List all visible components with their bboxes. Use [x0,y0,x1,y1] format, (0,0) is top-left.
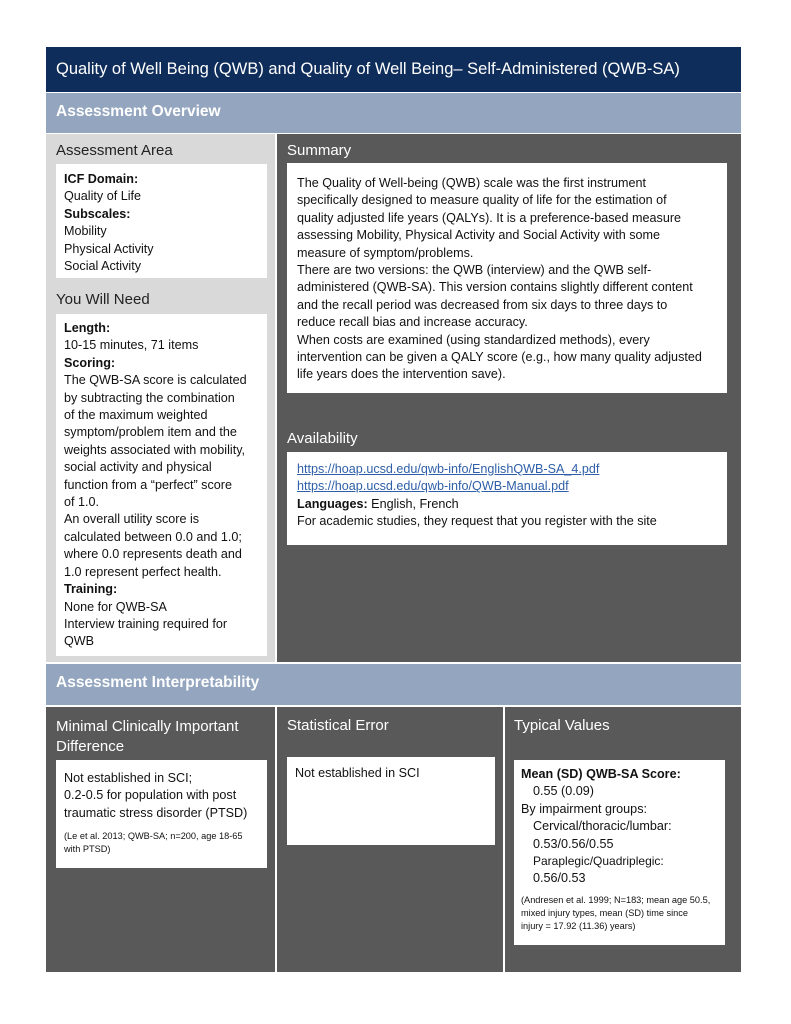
training-line: Interview training required for [64,616,228,631]
assessment-area-box [56,164,267,278]
typical-values-citation [521,894,718,933]
typical-citation-line: (Andresen et al. 1999; N=183; mean age 50.5, [521,894,711,905]
scoring-line: social activity and physical [64,460,212,475]
scoring-line: function from a “perfect” score [64,477,232,492]
summary-line: When costs are examined (using standardized methods), every [297,332,650,347]
languages-value: English, French [367,496,459,511]
subscale-item: Mobility [64,224,107,239]
mcid-line: Not established in SCI; [64,771,193,785]
availability-box [287,452,727,545]
qwb-manual-pdf-link[interactable]: https://hoap.ucsd.edu/qwb-info/QWB-Manual.pdf [297,479,569,494]
typical-values-column [505,707,741,972]
statistical-error-box [287,757,495,845]
statistical-error-text: Not established in SCI [295,766,420,780]
typical-citation-line: mixed injury types, mean (SD) time since [521,907,688,918]
mcid-column [46,707,275,972]
you-will-need-box [56,314,267,656]
summary-column [277,134,741,662]
typical-citation-line: injury = 17.92 (11.36) years) [521,920,636,931]
subscale-item: Social Activity [64,259,141,274]
group1-label: Cervical/thoracic/lumbar: [533,819,672,834]
scoring-line: of 1.0. [64,495,100,510]
assessment-area-heading: Assessment Area [56,142,173,159]
summary-line: and the recall period was decreased from six days to three days to [297,297,668,312]
scoring-label: Scoring: [64,355,116,370]
assessment-area-column [46,134,275,662]
mcid-citation-line: with PTSD) [64,844,111,855]
availability-heading: Availability [287,430,358,447]
summary-line: life years does the intervention save). [297,367,506,382]
mcid-citation-line: (Le et al. 2013; QWB-SA; n=200, age 18-65 [64,831,243,842]
mcid-heading-line: Difference [56,738,125,755]
you-will-need-heading: You Will Need [56,291,150,308]
summary-line: The Quality of Well-being (QWB) scale was the first instrument [297,176,647,190]
impairment-groups-label: By impairment groups: [521,801,647,816]
icf-domain-value: Quality of Life [64,189,142,204]
statistical-error-heading: Statistical Error [287,717,389,734]
typical-values-box [514,760,725,945]
mcid-heading [56,717,239,757]
scoring-line: An overall utility score is [64,512,200,527]
group2-label: Paraplegic/Quadriplegic: [533,854,664,869]
scoring-line: 1.0 represent perfect health. [64,564,222,579]
page-title: Quality of Well Being (QWB) and Quality of Well Being– Self-Administered (QWB-SA) [46,47,741,92]
training-line: None for QWB-SA [64,599,167,614]
scoring-line: The QWB-SA score is calculated [64,373,247,388]
summary-line: quality adjusted life years (QALYs). It is a preference-based measure [297,210,682,225]
scoring-line: where 0.0 represents death and [64,547,242,562]
mcid-box [56,760,267,868]
scoring-line: calculated between 0.0 and 1.0; [64,529,242,544]
group1-value: 0.53/0.56/0.55 [533,836,614,851]
summary-line: assessing Mobility, Physical Activity and Social Activity with some [297,228,661,243]
mean-score-value: 0.55 (0.09) [533,784,594,799]
typical-values-heading: Typical Values [514,717,610,734]
summary-line: intervention can be given a QALY score (e.g., how many quality adjusted [297,350,702,365]
languages-label: Languages: [297,496,368,511]
mcid-citation [64,830,259,856]
summary-box [287,163,727,393]
summary-line: administered (QWB-SA). This version contains slightly different content [297,280,693,295]
mcid-line: 0.2-0.5 for population with post [64,788,237,803]
icf-domain-label: ICF Domain: [64,172,139,186]
mcid-line: traumatic stress disorder (PTSD) [64,805,248,820]
training-line: QWB [64,634,95,649]
subscale-item: Physical Activity [64,241,154,256]
summary-line: specifically designed to measure quality of life for the estimation of [297,193,667,208]
qwb-sa-pdf-link[interactable]: https://hoap.ucsd.edu/qwb-info/EnglishQWB-SA_4.pdf [297,462,600,476]
length-value: 10-15 minutes, 71 items [64,338,199,353]
summary-line: reduce recall bias and increase accuracy. [297,315,528,330]
summary-line: There are two versions: the QWB (interview) and the QWB self- [297,263,652,278]
group2-value: 0.56/0.53 [533,871,586,886]
mcid-heading-line: Minimal Clinically Important [56,718,239,735]
scoring-line: symptom/problem item and the [64,425,237,440]
assessment-overview-heading: Assessment Overview [46,93,741,133]
subscales-label: Subscales: [64,206,131,221]
summary-line: measure of symptom/problems. [297,245,474,260]
scoring-line: weights associated with mobility, [64,442,246,457]
availability-note: For academic studies, they request that you register with the site [297,514,657,529]
mean-score-label: Mean (SD) QWB-SA Score: [521,767,681,781]
scoring-line: of the maximum weighted [64,408,208,423]
length-label: Length: [64,321,111,335]
summary-heading: Summary [287,142,352,159]
scoring-line: by subtracting the combination [64,390,235,405]
training-label: Training: [64,582,118,597]
assessment-interpretability-heading: Assessment Interpretability [46,664,741,705]
statistical-error-column [277,707,503,972]
